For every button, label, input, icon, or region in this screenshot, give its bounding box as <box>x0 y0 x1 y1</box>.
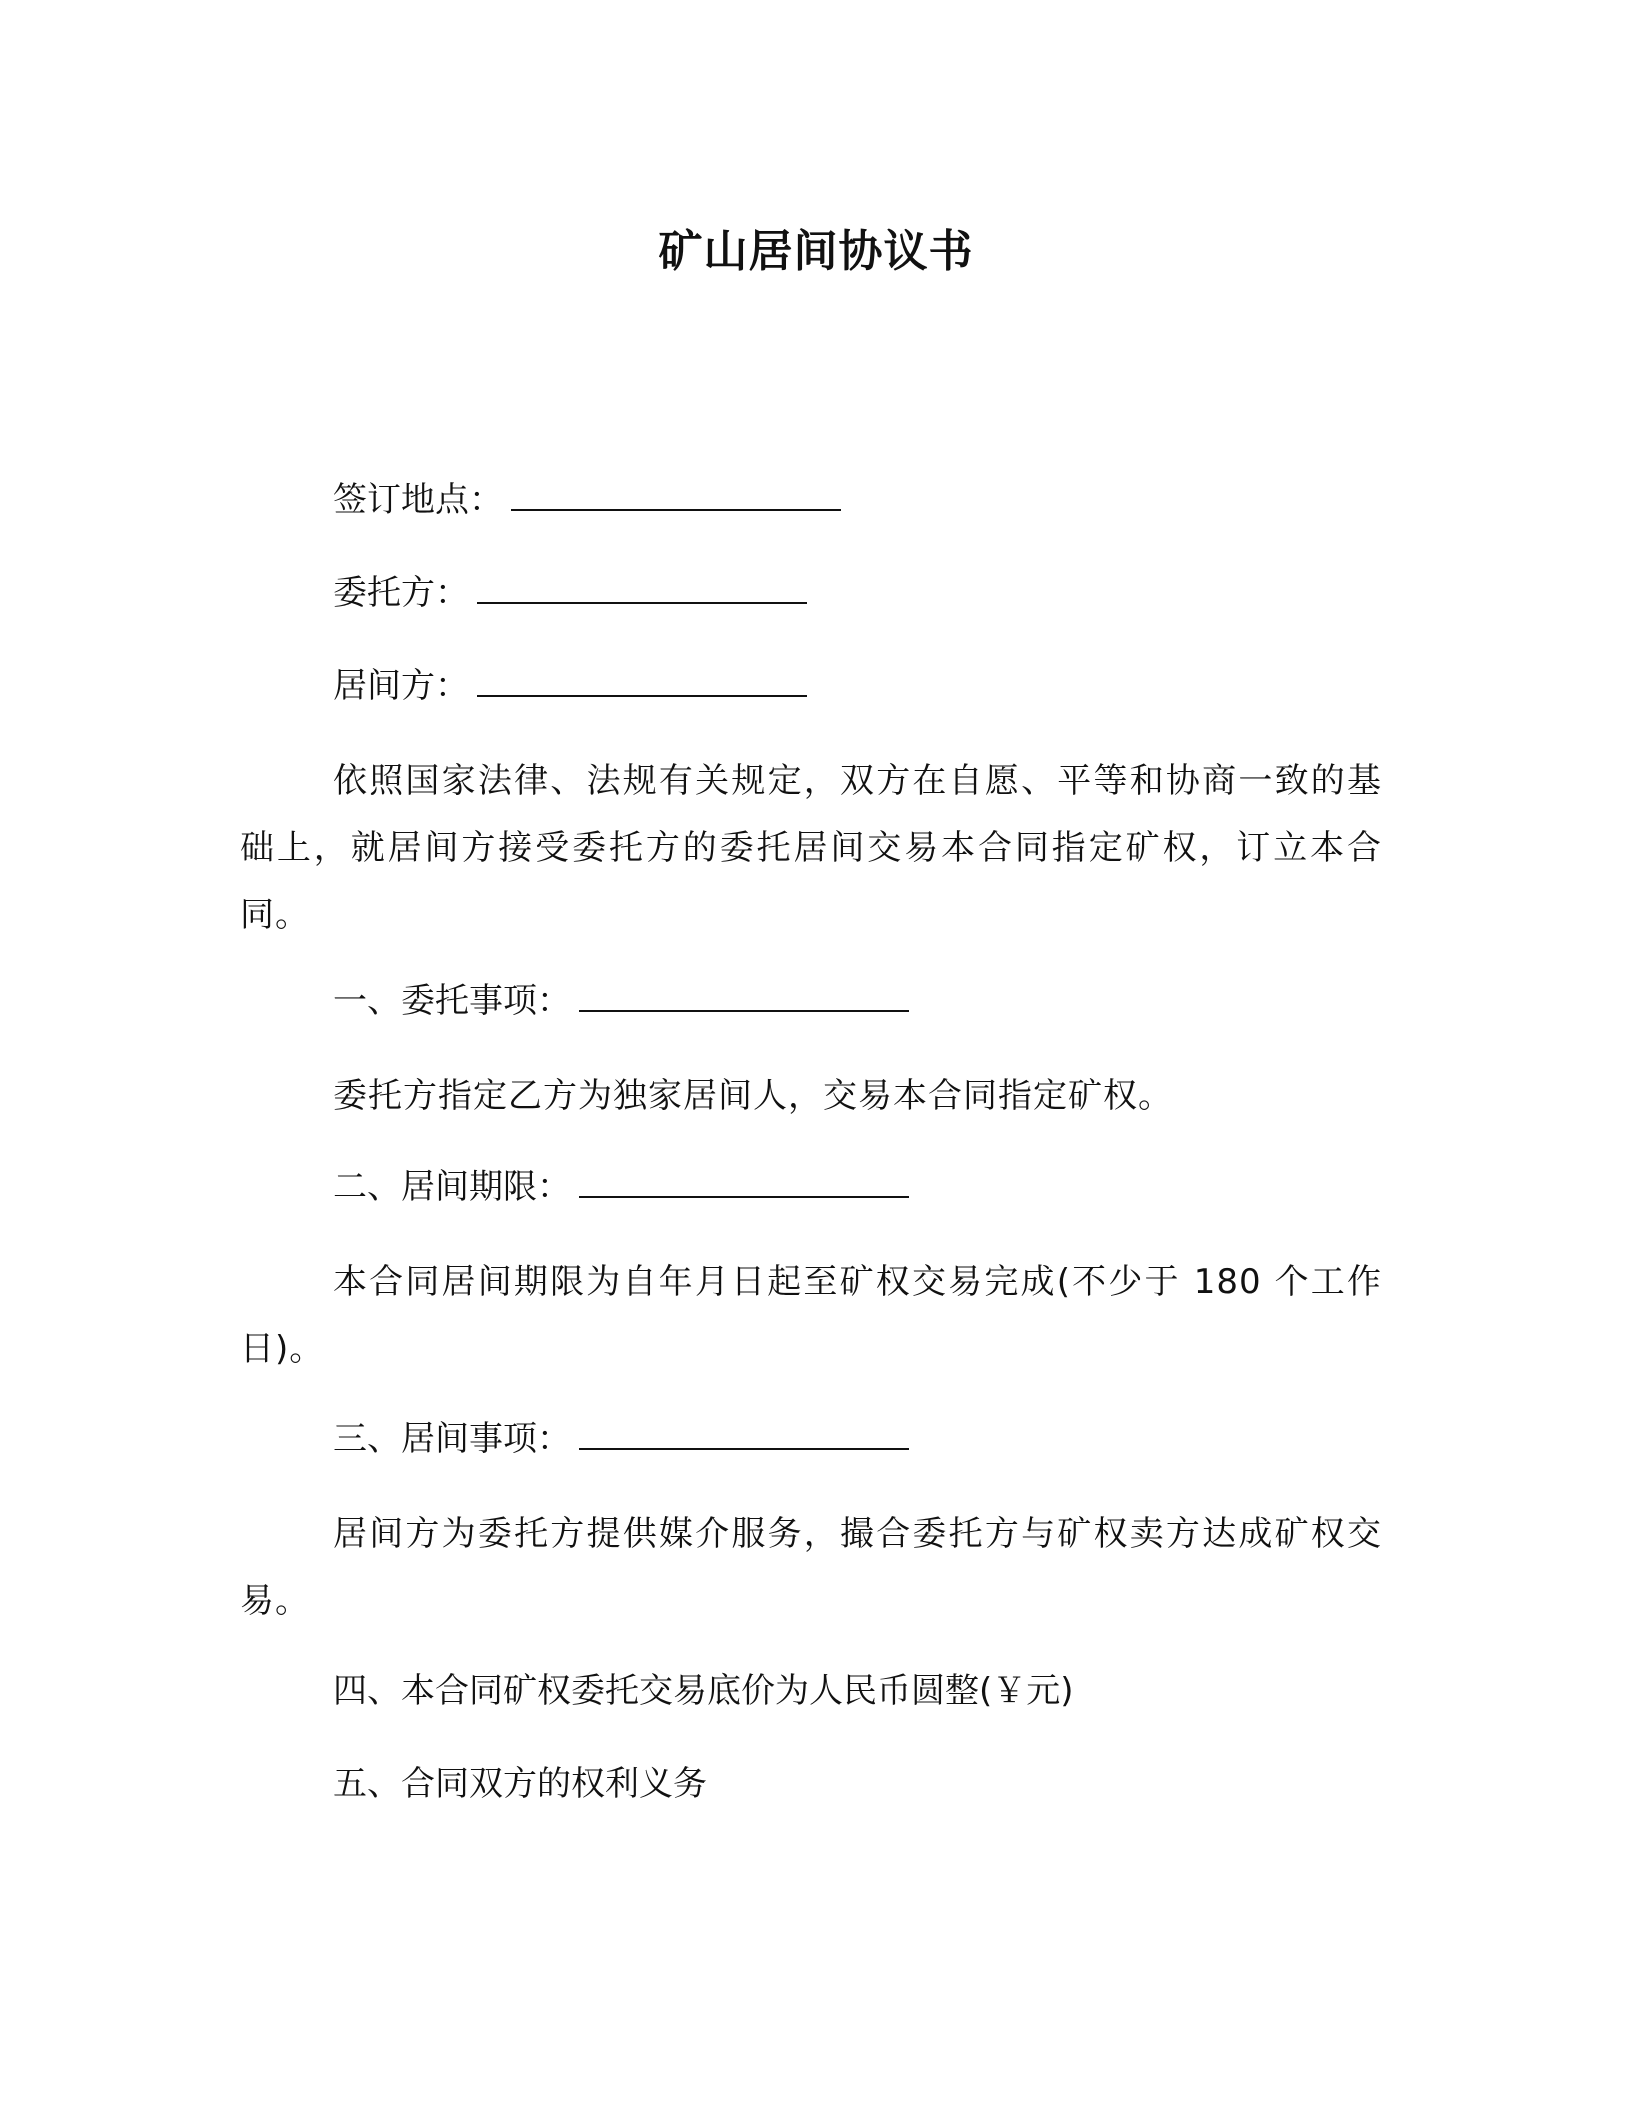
section-1-body: 委托方指定乙方为独家居间人，交易本合同指定矿权。 <box>333 1076 1173 1116</box>
section-4-heading: 四、本合同矿权委托交易底价为人民币圆整(￥元) <box>333 1671 1074 1711</box>
section-5-heading: 五、合同双方的权利义务 <box>333 1764 707 1804</box>
field-label: 签订地点： <box>333 480 503 520</box>
field-label: 委托方： <box>333 573 469 613</box>
document-title: 矿山居间协议书 <box>658 226 974 277</box>
section-3-body: 居间方为委托方提供媒介服务，撮合委托方与矿权卖方达成矿权交易。 <box>240 1514 1382 1621</box>
section-2-body: 本合同居间期限为自年月日起至矿权交易完成(不少于 180 个工作日)。 <box>240 1262 1382 1369</box>
section-1-heading: 一、委托事项： <box>333 977 909 1025</box>
field-intermediary <box>333 662 807 710</box>
signing-location-blank[interactable] <box>511 479 841 511</box>
section-2-heading: 二、居间期限： <box>333 1163 909 1211</box>
field-signing-location <box>333 476 841 524</box>
section-3-blank[interactable] <box>579 1418 909 1450</box>
section-3-heading: 三、居间事项： <box>333 1415 909 1463</box>
field-label: 居间方： <box>333 666 469 706</box>
section-1-blank[interactable] <box>579 980 909 1012</box>
field-client <box>333 569 807 617</box>
intermediary-blank[interactable] <box>477 665 807 697</box>
client-blank[interactable] <box>477 572 807 604</box>
section-2-blank[interactable] <box>579 1166 909 1198</box>
intro-paragraph: 依照国家法律、法规有关规定，双方在自愿、平等和协商一致的基础上，就居间方接受委托方的委托居间交易本合同指定矿权，订立本合同。 <box>240 761 1382 935</box>
